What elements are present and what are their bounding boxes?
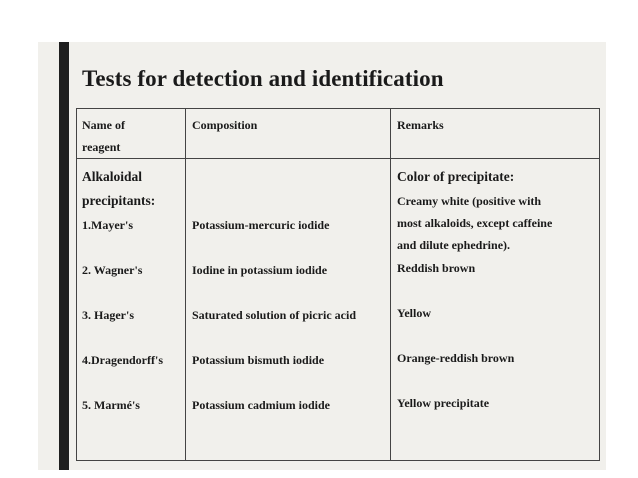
header-remarks: Remarks (397, 118, 444, 132)
row-composition: Iodine in potassium iodide (192, 263, 328, 277)
row-name: 1.Mayer's (82, 218, 133, 232)
column-divider (390, 109, 391, 460)
row-remarks: Reddish brown (397, 261, 476, 275)
header-composition: Composition (192, 118, 258, 132)
group-remarks-heading: Color of precipitate: (397, 169, 515, 184)
row-remarks: Yellow (397, 306, 431, 320)
row-remarks: Yellow precipitate (397, 396, 490, 410)
row-composition: Potassium bismuth iodide (192, 353, 325, 367)
row-remarks: Creamy white (positive with most alkaloids, except caffeine and dilute ephedrine). (397, 194, 553, 252)
header-name: Name of reagent (82, 118, 125, 154)
row-name: 2. Wagner's (82, 263, 143, 277)
row-name: 4.Dragendorff's (82, 353, 163, 367)
row-composition: Saturated solution of picric acid (192, 308, 356, 322)
row-name: 3. Hager's (82, 308, 134, 322)
accent-bar (59, 42, 69, 470)
row-composition: Potassium cadmium iodide (192, 398, 331, 412)
row-remarks: Orange-reddish brown (397, 351, 515, 365)
column-divider (185, 109, 186, 460)
group-name: Alkaloidal precipitants: (82, 169, 156, 208)
reagent-table (76, 108, 600, 461)
row-name: 5. Marmé's (82, 398, 140, 412)
slide-title: Tests for detection and identification (82, 66, 444, 91)
row-composition: Potassium-mercuric iodide (192, 218, 330, 232)
header-divider (77, 158, 599, 159)
